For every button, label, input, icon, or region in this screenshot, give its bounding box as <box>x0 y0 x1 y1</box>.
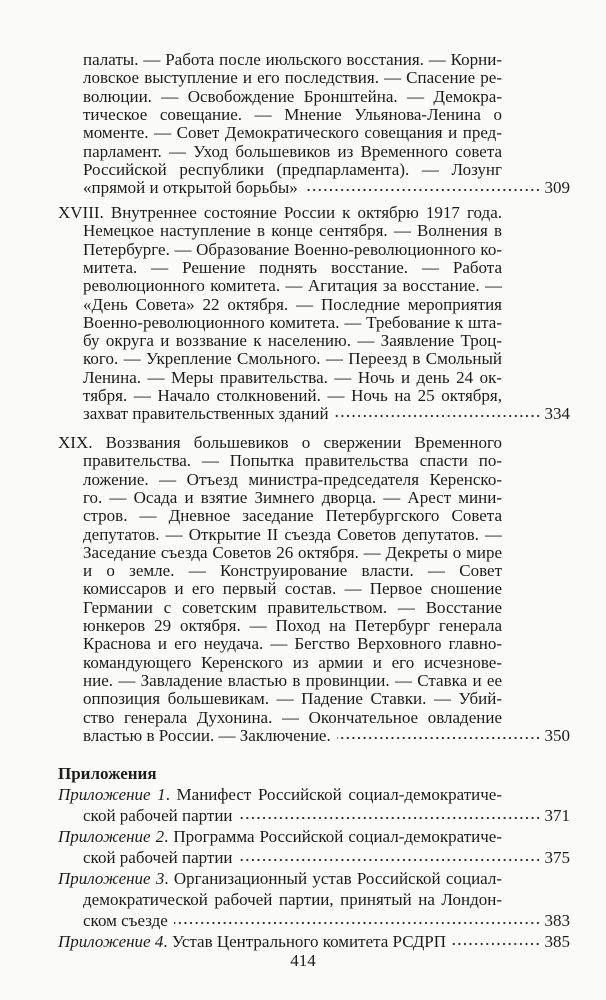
appendix-title: . Устав Центрального комитета РСДРП <box>163 932 447 951</box>
page-number: 414 <box>290 951 316 970</box>
page-ref: 334 <box>544 404 570 423</box>
entry-line: бу округа и воззвание к населению. — Заявление Троц- <box>83 331 502 350</box>
entry-line: Петербурге. — Образование Военно-революционного ко- <box>83 240 502 259</box>
toc-leader-line <box>83 911 570 931</box>
dot-leader <box>304 187 541 193</box>
entry-line: ловское выступление и его последствия. — Спасение ре- <box>83 68 502 87</box>
entry-line: депутатов. — Открытие II съезда Советов депутатов. — <box>83 525 502 544</box>
appendix-title: . Организационный устав Российской социал- <box>164 869 502 888</box>
entry-line: го. — Осада и взятие Зимнего дворца. — Арест мини- <box>83 488 502 507</box>
page-ref: 350 <box>544 726 570 745</box>
entry-line: комиссаров и его первый состав. — Первое сношение <box>83 579 502 598</box>
entry-text-end: властью в России. — Заключение. <box>83 726 331 745</box>
toc-leader-line <box>83 726 570 746</box>
entry-line: оппозиция большевикам. — Падение Ставки. — Убий- <box>83 689 502 708</box>
appendix-line: демократической рабочей партии, принятый на Лондон- <box>83 890 502 909</box>
appendix-first-line <box>58 869 502 889</box>
appendix-label: Приложение 2 <box>58 827 165 846</box>
dot-leader <box>239 857 541 863</box>
page-ref: 371 <box>544 806 570 825</box>
entry-text-end: «прямой и открытой борьбы» <box>83 178 298 197</box>
entry-line: XIX. Воззвания большевиков о свержении Временного <box>58 433 502 452</box>
appendix-title: . Манифест Российской социал-демократиче- <box>165 785 502 804</box>
appendix-first-line <box>58 785 502 805</box>
entry-line: ство генерала Духонина. — Окончательное овладение <box>83 708 502 727</box>
appendix-label: Приложение 4 <box>58 932 164 951</box>
toc-leader-line <box>83 178 570 198</box>
entry-line: ние. — Завладение властью в провинции. — Ставка и ее <box>83 671 502 690</box>
dot-leader <box>337 735 541 741</box>
appendix-heading: Приложения <box>58 764 157 783</box>
dot-leader <box>239 815 541 821</box>
entry-text-end: захват правительственных зданий <box>83 404 329 423</box>
toc-leader-line <box>83 806 570 826</box>
page-ref: 309 <box>544 178 570 197</box>
appendix-title: . Программа Российской социал-демократиче- <box>164 827 502 846</box>
page-ref: 383 <box>544 911 570 930</box>
entry-line: палаты. — Работа после июльского восстания. — Корни- <box>83 50 502 69</box>
page-ref: 375 <box>544 848 570 867</box>
entry-line: стров. — Дневное заседание Петербургского Совета <box>83 506 502 525</box>
appendix-label: Приложение 3 <box>58 869 165 888</box>
entry-line: тября. — Начало столкновений. — Ночь на 25 октября, <box>83 386 502 405</box>
entry-line: правительства. — Попытка правительства спасти по- <box>83 451 502 470</box>
toc-leader-line <box>58 932 570 952</box>
entry-line: ложение. — Отъезд министра-председателя Керенско- <box>83 470 502 489</box>
entry-text-end: ской рабочей партии <box>83 848 233 867</box>
entry-line: революционного комитета. — Агитация за восстание. — <box>83 276 502 295</box>
entry-text-end: ском съезде <box>83 911 168 930</box>
dot-leader <box>335 413 541 419</box>
toc-leader-line <box>83 848 570 868</box>
entry-line: митета. — Решение поднять восстание. — Работа <box>83 258 502 277</box>
entry-line: «День Совета» 22 октября. — Последние мероприятия <box>83 295 502 314</box>
entry-line: парламент. — Уход большевиков из Временного совета <box>83 142 502 161</box>
entry-text-end <box>58 932 446 952</box>
entry-text-end: ской рабочей партии <box>83 806 233 825</box>
entry-line: Немецкое наступление в конце сентября. — Волнения в <box>83 221 502 240</box>
entry-line: Заседание съезда Советов 26 октября. — Декреты о мире <box>83 543 502 562</box>
entry-line: Ленина. — Меры правительства. — Ночь и день 24 ок- <box>83 368 502 387</box>
entry-line: XVIII. Внутреннее состояние России к октябрю 1917 года. <box>58 203 502 222</box>
toc-leader-line <box>83 404 570 424</box>
entry-line: Военно-революционного комитета. — Требование к шта- <box>83 313 502 332</box>
entry-line: Германии с советским правительством. — Восстание <box>83 598 502 617</box>
appendix-label: Приложение 1 <box>58 785 166 804</box>
entry-line: Российской республики (предпарламента). — Лозунг <box>83 160 502 179</box>
entry-line: тическое совещание. — Мнение Ульянова-Ленина о <box>83 105 502 124</box>
entry-line: юнкеров 29 октября. — Поход на Петербург генерала <box>83 616 502 635</box>
appendix-first-line <box>58 827 502 847</box>
entry-line: волюции. — Освобождение Бронштейна. — Демокра- <box>83 87 502 106</box>
entry-line: Краснова и его неудача. — Бегство Верховного главно- <box>83 634 502 653</box>
entry-line: и о земле. — Конструирование власти. — Совет <box>83 561 502 580</box>
dot-leader <box>452 941 540 947</box>
dot-leader <box>174 920 541 926</box>
entry-line: кого. — Укрепление Смольного. — Переезд в Смольный <box>83 349 502 368</box>
entry-line: командующего Керенского из армии и его исчезнове- <box>83 653 502 672</box>
page-ref: 385 <box>544 932 570 951</box>
entry-line: моменте. — Совет Демократического совещания и пред- <box>83 123 502 142</box>
